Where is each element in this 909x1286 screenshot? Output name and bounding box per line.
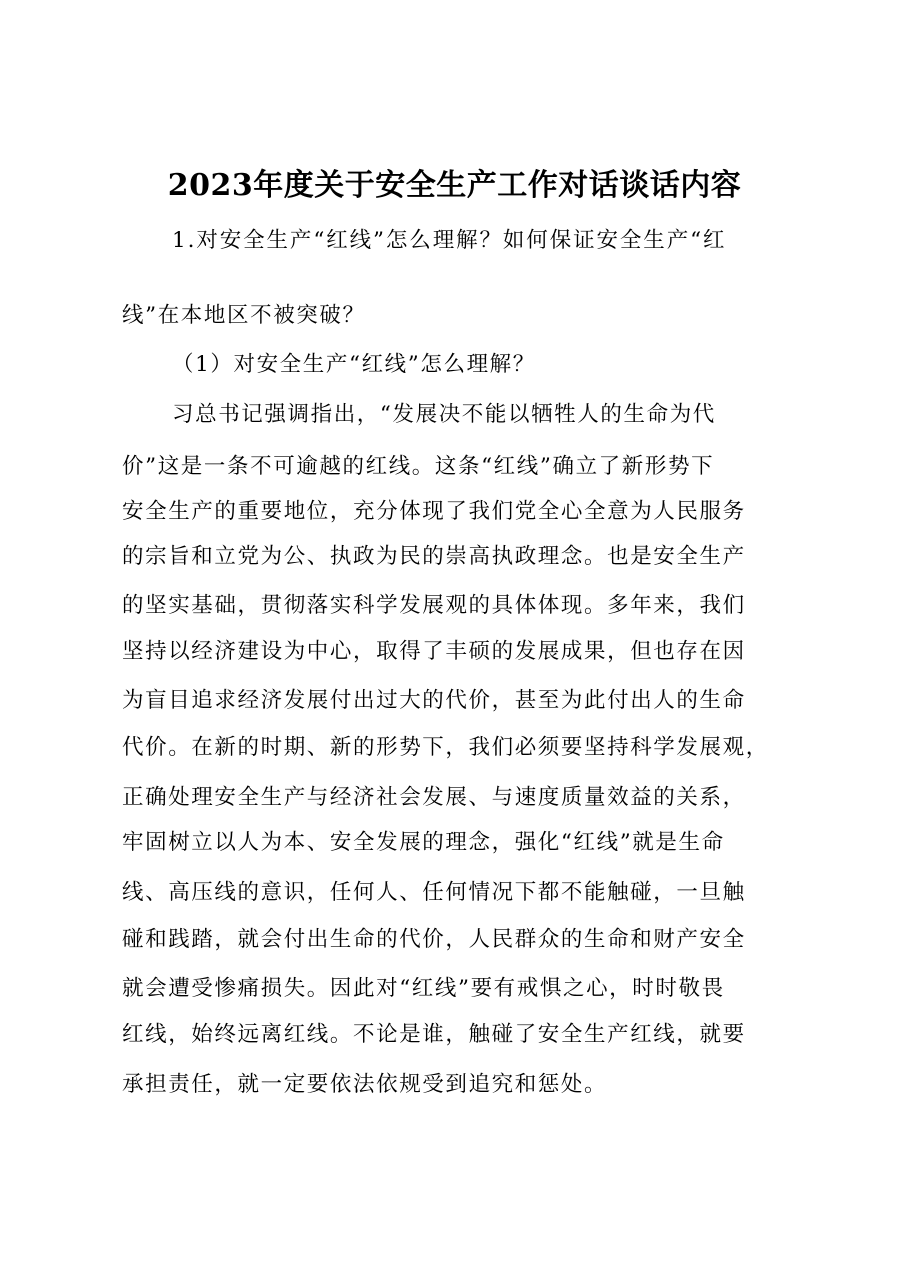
paragraph-line: 坚持以经济建设为中心，取得了丰硕的发展成果，但也存在因 <box>122 639 746 664</box>
question-line: 1.对安全生产“红线”怎么理解？如何保证安全生产“红 <box>172 228 727 253</box>
paragraph-line: 碰和践踏，就会付出生命的代价，人民群众的生命和财产安全 <box>122 927 746 952</box>
paragraph-line: 价”这是一条不可逾越的红线。这条“红线”确立了新形势下 <box>122 454 715 479</box>
paragraph-line: 正确处理安全生产与经济社会发展、与速度质量效益的关系， <box>122 785 746 810</box>
paragraph-line: 习总书记强调指出，“发展决不能以牺牲人的生命为代 <box>172 402 716 427</box>
question-line: 线”在本地区不被突破？ <box>122 303 366 328</box>
paragraph-line: 为盲目追求经济发展付出过大的代价，甚至为此付出人的生命 <box>122 688 746 713</box>
paragraph-line: 承担责任，就一定要依法依规受到追究和惩处。 <box>122 1072 608 1097</box>
subheading: （1）对安全生产“红线”怎么理解？ <box>172 352 536 377</box>
paragraph-line: 的坚实基础，贯彻落实科学发展观的具体体现。多年来，我们 <box>122 593 746 618</box>
paragraph-line: 的宗旨和立党为公、执政为民的崇高执政理念。也是安全生产 <box>122 544 746 569</box>
paragraph-line: 代价。在新的时期、新的形势下，我们必须要坚持科学发展观， <box>122 735 769 760</box>
document-title: 2023年度关于安全生产工作对话谈话内容 <box>167 168 742 203</box>
paragraph-line: 牢固树立以人为本、安全发展的理念，强化“红线”就是生命 <box>122 830 725 855</box>
paragraph-line: 安全生产的重要地位，充分体现了我们党全心全意为人民服务 <box>122 499 746 524</box>
paragraph-line: 就会遭受惨痛损失。因此对“红线”要有戒惧之心，时时敬畏 <box>122 976 725 1001</box>
paragraph-line: 红线，始终远离红线。不论是谁，触碰了安全生产红线，就要 <box>122 1022 746 1047</box>
paragraph-line: 线、高压线的意识，任何人、任何情况下都不能触碰，一旦触 <box>122 880 746 905</box>
